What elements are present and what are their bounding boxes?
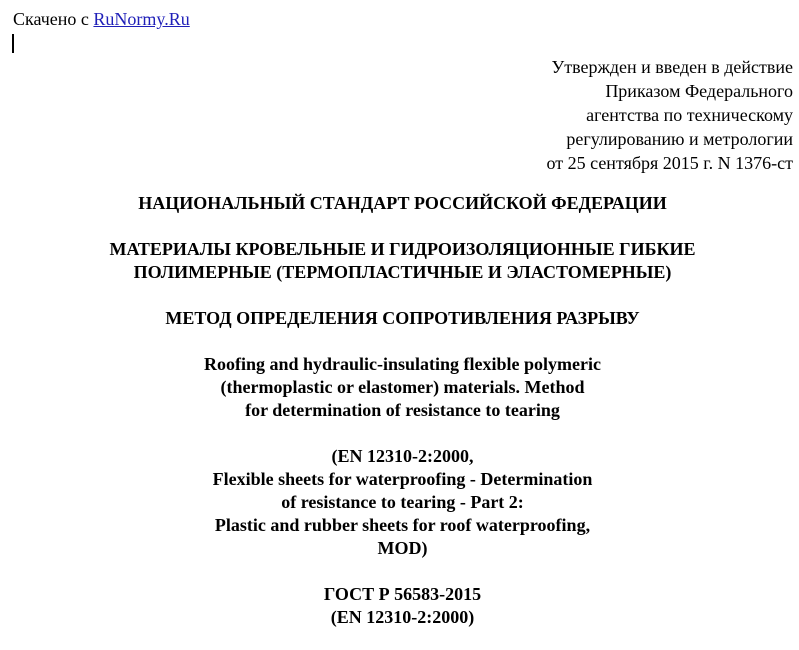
text-cursor bbox=[12, 34, 14, 53]
en-reference-line: MOD) bbox=[377, 538, 428, 558]
standard-type-heading: НАЦИОНАЛЬНЫЙ СТАНДАРТ РОССИЙСКОЙ ФЕДЕРАЦИИ bbox=[138, 193, 667, 213]
en-reference-line: Plastic and rubber sheets for roof waterproofing, bbox=[214, 515, 591, 535]
title-ru-line: МАТЕРИАЛЫ КРОВЕЛЬНЫЕ И ГИДРОИЗОЛЯЦИОННЫЕ ГИБКИЕ bbox=[109, 239, 696, 259]
en-reference-line: of resistance to tearing - Part 2: bbox=[281, 492, 524, 512]
source-line bbox=[13, 8, 190, 30]
approval-line: регулированию и метрологии bbox=[566, 129, 793, 149]
document-title-block bbox=[0, 192, 799, 629]
method-ru-heading: МЕТОД ОПРЕДЕЛЕНИЯ СОПРОТИВЛЕНИЯ РАЗРЫВУ bbox=[165, 308, 640, 328]
approval-line: Приказом Федерального bbox=[605, 81, 793, 101]
approval-line: агентства по техническому bbox=[586, 105, 793, 125]
title-en-line: (thermoplastic or elastomer) materials. Method bbox=[220, 377, 585, 397]
title-ru-line: ПОЛИМЕРНЫЕ (ТЕРМОПЛАСТИЧНЫЕ И ЭЛАСТОМЕРНЫЕ) bbox=[133, 262, 672, 282]
approval-line: Утвержден и введен в действие bbox=[551, 57, 793, 77]
designation-line: (EN 12310-2:2000) bbox=[330, 607, 475, 627]
title-en-line: for determination of resistance to tearing bbox=[245, 400, 560, 420]
approval-block bbox=[546, 55, 793, 175]
en-reference-line: (EN 12310-2:2000, bbox=[331, 446, 474, 466]
title-en-line: Roofing and hydraulic-insulating flexible polymeric bbox=[203, 354, 602, 374]
source-link[interactable]: RuNormy.Ru bbox=[93, 9, 190, 29]
en-reference-line: Flexible sheets for waterproofing - Determination bbox=[212, 469, 593, 489]
designation-line: ГОСТ Р 56583-2015 bbox=[323, 584, 482, 604]
source-prefix: Скачено с bbox=[13, 9, 89, 29]
approval-line: от 25 сентября 2015 г. N 1376-ст bbox=[546, 153, 793, 173]
